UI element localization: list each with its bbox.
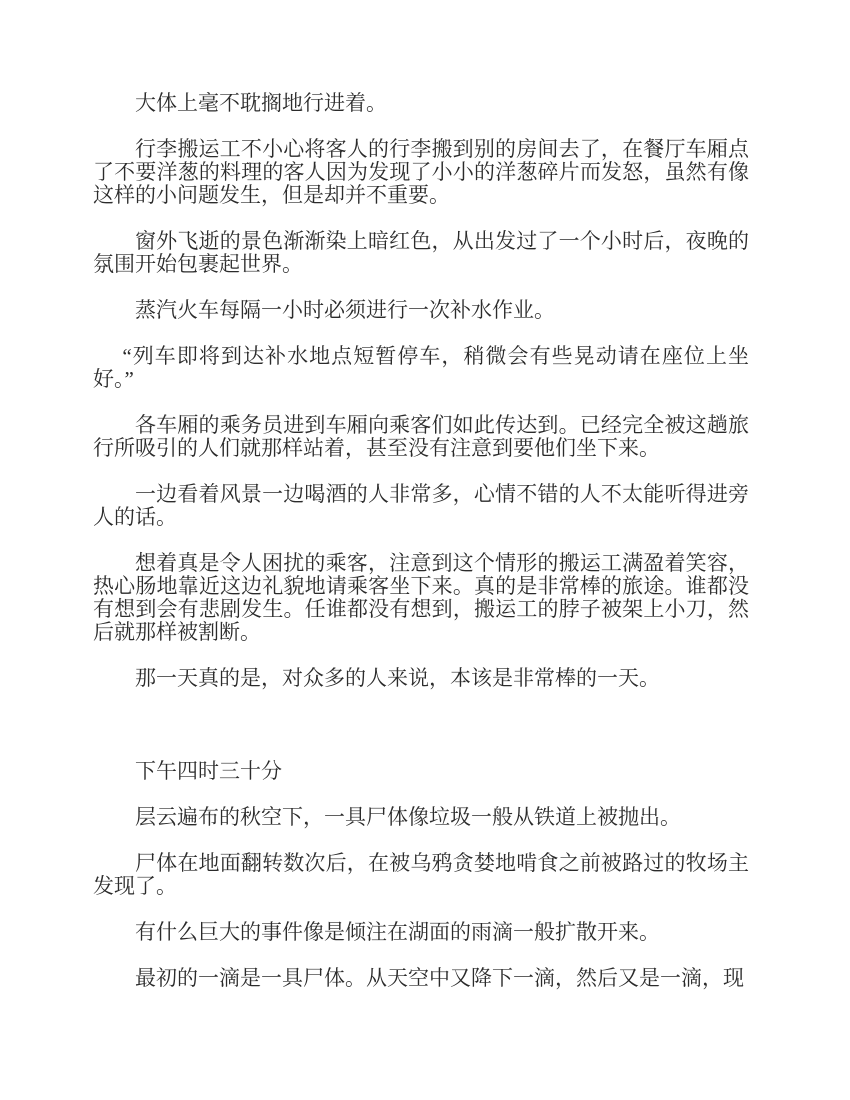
paragraph: 想着真是令人困扰的乘客，注意到这个情形的搬运工满盈着笑容，热心肠地靠近这边礼貌地请乘客坐下来。真的是非常棒的旅途。谁都没有想到会有悲剧发生。任谁都没有想到，搬运工的脖子被架上小刀，然后就那样被割断。: [93, 551, 749, 644]
paragraph: 一边看着风景一边喝酒的人非常多，心情不错的人不太能听得进旁人的话。: [93, 482, 749, 529]
paragraph: 层云遍布的秋空下，一具尸体像垃圾一般从铁道上被抛出。: [135, 805, 681, 829]
section-heading: 下午四时三十分: [135, 759, 282, 783]
paragraph: 各车厢的乘务员进到车厢向乘客们如此传达到。已经完全被这趟旅行所吸引的人们就那样站着，甚至没有注意到要他们坐下来。: [93, 413, 749, 460]
paragraph: “列车即将到达补水地点短暂停车，稍微会有些晃动请在座位上坐好。”: [93, 344, 749, 391]
paragraph: 窗外飞逝的景色渐渐染上暗红色，从出发过了一个小时后，夜晚的氛围开始包裹起世界。: [93, 229, 749, 276]
paragraph: 最初的一滴是一具尸体。从天空中又降下一滴，然后又是一滴，现: [135, 966, 744, 990]
paragraph: 行李搬运工不小心将客人的行李搬到别的房间去了，在餐厅车厢点了不要洋葱的料理的客人因为发现了小小的洋葱碎片而发怒，虽然有像这样的小问题发生，但是却并不重要。: [93, 137, 749, 207]
paragraph: 那一天真的是，对众多的人来说，本该是非常棒的一天。: [135, 666, 660, 690]
text-block: [93, 92, 749, 1013]
paragraph: 尸体在地面翻转数次后，在被乌鸦贪婪地啃食之前被路过的牧场主发现了。: [93, 851, 749, 898]
paragraph: 有什么巨大的事件像是倾注在湖面的雨滴一般扩散开来。: [135, 920, 660, 944]
paragraph: 蒸汽火车每隔一小时必须进行一次补水作业。: [135, 298, 555, 322]
paragraph: 大体上毫不耽搁地行进着。: [135, 91, 387, 115]
